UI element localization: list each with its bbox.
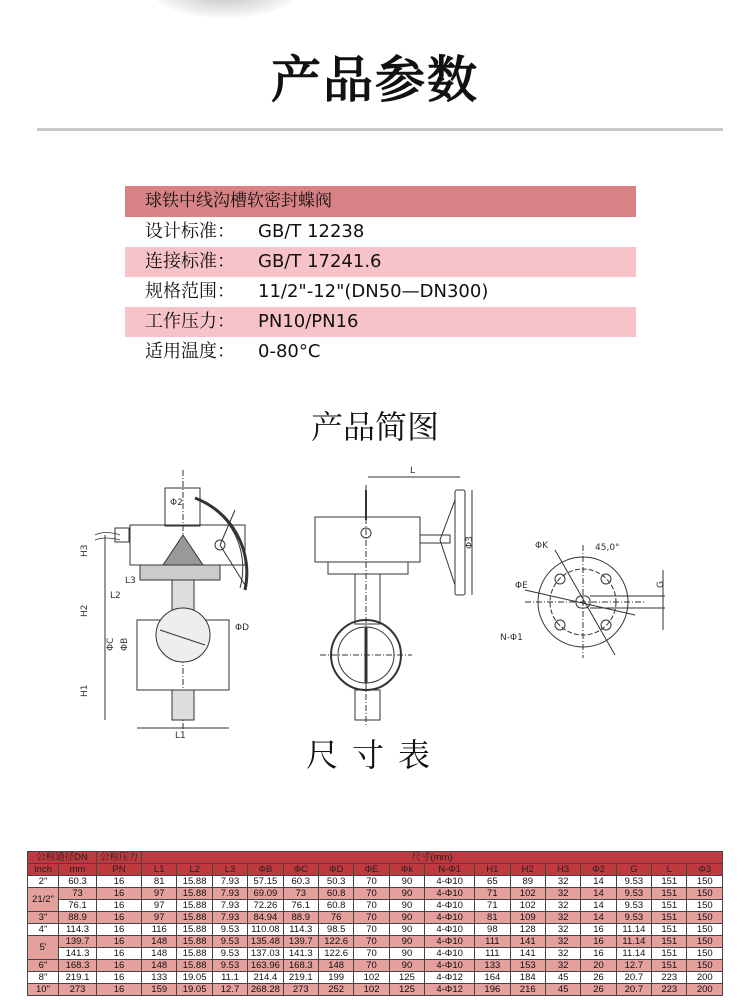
cell-value: 133 (142, 972, 177, 984)
cell-value: 4-Φ10 (425, 948, 475, 960)
col-header: H2 (510, 864, 545, 876)
cell-value: 141 (510, 936, 545, 948)
cell-value: 110.08 (248, 924, 283, 936)
header-pn-group: 公称压力 (97, 852, 142, 864)
cell-value: 4-Φ10 (425, 960, 475, 972)
cell-value: 150 (687, 912, 723, 924)
table-row (28, 888, 723, 900)
cell-pn: 16 (97, 960, 142, 972)
spec-value: 11/2"-12"(DN50—DN300) (258, 281, 489, 302)
label-l2: L2 (110, 591, 121, 601)
cell-value: 4-Φ12 (425, 972, 475, 984)
cell-value: 16 (581, 924, 616, 936)
cell-value: 4-Φ10 (425, 912, 475, 924)
cell-value: 151 (652, 924, 687, 936)
cell-value: 20 (581, 960, 616, 972)
cell-inch: 2" (28, 876, 59, 888)
cell-value: 81 (475, 912, 510, 924)
col-header: Φ3 (687, 864, 723, 876)
cell-value: 223 (652, 972, 687, 984)
col-header: ΦC (283, 864, 318, 876)
cell-mm: 141.3 (59, 948, 97, 960)
cell-value: 151 (652, 876, 687, 888)
cell-value: 125 (389, 984, 424, 996)
cell-value: 4-Φ10 (425, 888, 475, 900)
cell-value: 15.88 (177, 900, 212, 912)
cell-value: 11.14 (616, 936, 651, 948)
cell-pn: 16 (97, 924, 142, 936)
cell-value: 150 (687, 900, 723, 912)
col-header: Φk (389, 864, 424, 876)
cell-value: 150 (687, 876, 723, 888)
col-header: Φ2 (581, 864, 616, 876)
cell-value: 32 (545, 876, 580, 888)
col-header: ΦE (354, 864, 389, 876)
cell-value: 9.53 (212, 936, 247, 948)
cell-mm: 168.3 (59, 960, 97, 972)
cell-value: 184 (510, 972, 545, 984)
cell-value: 19.05 (177, 984, 212, 996)
cell-value: 69.09 (248, 888, 283, 900)
cell-value: 76.1 (283, 900, 318, 912)
table-row (28, 936, 723, 948)
cell-mm: 273 (59, 984, 97, 996)
label-phi3: Φ3 (465, 536, 475, 549)
cell-value: 150 (687, 960, 723, 972)
spec-row-design-standard (125, 217, 636, 247)
cell-value: 90 (389, 876, 424, 888)
table-body (28, 876, 723, 996)
cell-value: 151 (652, 936, 687, 948)
cell-value: 15.88 (177, 936, 212, 948)
cell-value: 200 (687, 984, 723, 996)
cell-value: 11.14 (616, 924, 651, 936)
cell-value: 45 (545, 972, 580, 984)
cell-inch: 6" (28, 960, 59, 972)
cell-value: 139.7 (283, 936, 318, 948)
section-view-drawing (75, 470, 285, 740)
cell-value: 88.9 (283, 912, 318, 924)
label-l: L (410, 466, 416, 476)
cell-value: 102 (354, 984, 389, 996)
label-h2: H2 (80, 604, 90, 617)
cell-value: 26 (581, 972, 616, 984)
cell-value: 102 (510, 900, 545, 912)
cell-value: 268.28 (248, 984, 283, 996)
cell-value: 150 (687, 948, 723, 960)
cell-value: 102 (510, 888, 545, 900)
cell-pn: 16 (97, 912, 142, 924)
cell-value: 7.93 (212, 876, 247, 888)
cell-value: 50.3 (318, 876, 353, 888)
cell-value: 90 (389, 936, 424, 948)
cell-inch: 5' (28, 936, 59, 960)
cell-value: 219.1 (283, 972, 318, 984)
cell-value: 12.7 (212, 984, 247, 996)
cell-value: 9.53 (616, 876, 651, 888)
cell-value: 133 (475, 960, 510, 972)
cell-value: 102 (354, 972, 389, 984)
cell-value: 252 (318, 984, 353, 996)
header-mm: mm (59, 864, 97, 876)
cell-value: 15.88 (177, 924, 212, 936)
cell-value: 32 (545, 948, 580, 960)
cell-value: 60.3 (283, 876, 318, 888)
cell-value: 7.93 (212, 912, 247, 924)
col-header: ΦB (248, 864, 283, 876)
cell-value: 12.7 (616, 960, 651, 972)
cell-value: 70 (354, 948, 389, 960)
cell-value: 141 (510, 948, 545, 960)
cell-pn: 16 (97, 984, 142, 996)
divider (37, 128, 723, 131)
cell-value: 111 (475, 948, 510, 960)
col-header: ΦD (318, 864, 353, 876)
col-header: L (652, 864, 687, 876)
spec-panel (125, 186, 636, 367)
cell-value: 32 (545, 924, 580, 936)
cell-value: 16 (581, 936, 616, 948)
cell-value: 19.05 (177, 972, 212, 984)
cell-value: 9.53 (212, 960, 247, 972)
col-header: H3 (545, 864, 580, 876)
product-name: 球铁中线沟槽软密封蝶阀 (125, 186, 636, 217)
cell-value: 214.4 (248, 972, 283, 984)
cell-value: 32 (545, 900, 580, 912)
label-g: G (656, 581, 666, 588)
cell-inch: 3" (28, 912, 59, 924)
cell-value: 98 (475, 924, 510, 936)
cell-value: 141.3 (283, 948, 318, 960)
label-n-phi1: N-Φ1 (500, 633, 523, 643)
label-h1: H1 (80, 684, 90, 697)
cell-value: 4-Φ10 (425, 876, 475, 888)
table-row (28, 984, 723, 996)
cell-mm: 73 (59, 888, 97, 900)
cell-value: 14 (581, 888, 616, 900)
cell-value: 216 (510, 984, 545, 996)
col-header: G (616, 864, 651, 876)
cell-value: 116 (142, 924, 177, 936)
cell-value: 32 (545, 888, 580, 900)
cell-mm: 76.1 (59, 900, 97, 912)
cell-value: 151 (652, 900, 687, 912)
cell-value: 200 (687, 972, 723, 984)
cell-value: 81 (142, 876, 177, 888)
cell-value: 151 (652, 960, 687, 972)
cell-pn: 16 (97, 948, 142, 960)
label-phik: ΦK (535, 541, 548, 551)
cell-value: 4-Φ10 (425, 936, 475, 948)
spec-row-connection-standard (125, 247, 636, 277)
flange-view-drawing (495, 530, 675, 660)
label-l1: L1 (175, 731, 186, 740)
cell-value: 70 (354, 900, 389, 912)
col-header: L3 (212, 864, 247, 876)
label-h3: H3 (80, 544, 90, 557)
cell-inch: 21/2" (28, 888, 59, 912)
header-dn: 公称通径DN (28, 852, 97, 864)
cell-value: 15.88 (177, 948, 212, 960)
cell-value: 97 (142, 912, 177, 924)
cell-inch: 4" (28, 924, 59, 936)
cell-value: 9.53 (616, 912, 651, 924)
cell-mm: 139.7 (59, 936, 97, 948)
table-row (28, 900, 723, 912)
cell-value: 60.8 (318, 888, 353, 900)
cell-pn: 16 (97, 900, 142, 912)
sketch-title: 产品简图 (310, 408, 439, 446)
cell-value: 148 (318, 960, 353, 972)
cell-value: 70 (354, 960, 389, 972)
cell-value: 32 (545, 912, 580, 924)
cell-pn: 16 (97, 876, 142, 888)
spec-label: 工作压力： (145, 311, 235, 332)
cell-value: 148 (142, 960, 177, 972)
cell-mm: 114.3 (59, 924, 97, 936)
cell-value: 97 (142, 888, 177, 900)
cell-value: 114.3 (283, 924, 318, 936)
col-header: L2 (177, 864, 212, 876)
label-phic: ΦC (106, 637, 116, 651)
cell-value: 32 (545, 960, 580, 972)
cell-value: 122.6 (318, 936, 353, 948)
cell-value: 273 (283, 984, 318, 996)
cell-value: 76 (318, 912, 353, 924)
cell-value: 71 (475, 888, 510, 900)
page-title: 产品参数 (271, 51, 479, 109)
cell-value: 90 (389, 960, 424, 972)
cell-value: 90 (389, 924, 424, 936)
cell-value: 9.53 (616, 900, 651, 912)
cell-value: 148 (142, 936, 177, 948)
col-header: H1 (475, 864, 510, 876)
table-row (28, 876, 723, 888)
label-phib: ΦB (120, 637, 130, 651)
cell-value: 4-Φ10 (425, 924, 475, 936)
spec-label: 规格范围： (145, 281, 235, 302)
table-row (28, 972, 723, 984)
cell-value: 90 (389, 888, 424, 900)
cell-value: 15.88 (177, 960, 212, 972)
cell-value: 45 (545, 984, 580, 996)
label-l3: L3 (125, 576, 136, 586)
cell-value: 20.7 (616, 984, 651, 996)
cell-value: 15.88 (177, 876, 212, 888)
cell-value: 71 (475, 900, 510, 912)
dimension-table (27, 851, 723, 996)
cell-pn: 16 (97, 972, 142, 984)
cell-value: 72.26 (248, 900, 283, 912)
cell-value: 111 (475, 936, 510, 948)
table-row (28, 948, 723, 960)
cell-value: 9.53 (616, 888, 651, 900)
cell-inch: 10" (28, 984, 59, 996)
cell-value: 73 (283, 888, 318, 900)
cell-value: 7.93 (212, 900, 247, 912)
cell-value: 4-Φ10 (425, 900, 475, 912)
cell-value: 20.7 (616, 972, 651, 984)
col-header: N-Φ1 (425, 864, 475, 876)
header-inch: Inch (28, 864, 59, 876)
label-phie: ΦE (515, 581, 528, 591)
table-row (28, 924, 723, 936)
cell-value: 7.93 (212, 888, 247, 900)
cell-value: 14 (581, 900, 616, 912)
cell-value: 128 (510, 924, 545, 936)
cell-value: 70 (354, 912, 389, 924)
cell-value: 65 (475, 876, 510, 888)
cell-mm: 60.3 (59, 876, 97, 888)
cell-value: 122.6 (318, 948, 353, 960)
label-angle: 45,0° (595, 543, 620, 553)
cell-value: 163.96 (248, 960, 283, 972)
spec-value: PN10/PN16 (258, 311, 359, 332)
cell-value: 125 (389, 972, 424, 984)
cell-value: 16 (581, 948, 616, 960)
cell-value: 14 (581, 876, 616, 888)
cell-value: 150 (687, 924, 723, 936)
spec-value: GB/T 17241.6 (258, 251, 382, 272)
cell-value: 148 (142, 948, 177, 960)
table-title: 尺寸表 (305, 736, 444, 774)
label-phid: ΦD (235, 623, 250, 633)
header-pn: PN (97, 864, 142, 876)
decorative-shadow (150, 0, 300, 18)
cell-value: 151 (652, 912, 687, 924)
cell-value: 196 (475, 984, 510, 996)
cell-value: 90 (389, 948, 424, 960)
cell-value: 151 (652, 888, 687, 900)
col-header: L1 (142, 864, 177, 876)
cell-value: 168.3 (283, 960, 318, 972)
cell-value: 32 (545, 936, 580, 948)
cell-value: 70 (354, 888, 389, 900)
cell-value: 223 (652, 984, 687, 996)
spec-value: GB/T 12238 (258, 221, 365, 242)
table-row (28, 960, 723, 972)
cell-value: 60.8 (318, 900, 353, 912)
spec-row-temperature (125, 337, 636, 367)
cell-value: 109 (510, 912, 545, 924)
cell-value: 151 (652, 948, 687, 960)
cell-value: 98.5 (318, 924, 353, 936)
spec-value: 0-80°C (258, 341, 321, 362)
cell-value: 15.88 (177, 888, 212, 900)
cell-value: 15.88 (177, 912, 212, 924)
cell-value: 70 (354, 936, 389, 948)
cell-value: 9.53 (212, 924, 247, 936)
cell-value: 70 (354, 876, 389, 888)
cell-mm: 88.9 (59, 912, 97, 924)
cell-pn: 16 (97, 888, 142, 900)
cell-value: 199 (318, 972, 353, 984)
cell-value: 4-Φ12 (425, 984, 475, 996)
cell-value: 9.53 (212, 948, 247, 960)
header-dims: 尺寸(mm) (142, 852, 723, 864)
cell-value: 150 (687, 936, 723, 948)
label-phi2: Φ2 (170, 498, 183, 508)
cell-value: 57.15 (248, 876, 283, 888)
cell-value: 14 (581, 912, 616, 924)
cell-value: 11.14 (616, 948, 651, 960)
table-row (28, 912, 723, 924)
cell-inch: 8" (28, 972, 59, 984)
cell-pn: 16 (97, 936, 142, 948)
front-view-drawing (300, 465, 480, 730)
spec-label: 适用温度： (145, 341, 235, 362)
cell-value: 90 (389, 912, 424, 924)
spec-label: 设计标准： (145, 221, 235, 242)
cell-value: 84.94 (248, 912, 283, 924)
spec-label: 连接标准： (145, 251, 235, 272)
cell-value: 26 (581, 984, 616, 996)
cell-value: 137.03 (248, 948, 283, 960)
cell-value: 150 (687, 888, 723, 900)
cell-value: 135.48 (248, 936, 283, 948)
cell-mm: 219.1 (59, 972, 97, 984)
cell-value: 159 (142, 984, 177, 996)
cell-value: 90 (389, 900, 424, 912)
cell-value: 164 (475, 972, 510, 984)
cell-value: 153 (510, 960, 545, 972)
spec-row-size-range (125, 277, 636, 307)
spec-row-working-pressure (125, 307, 636, 337)
cell-value: 70 (354, 924, 389, 936)
cell-value: 89 (510, 876, 545, 888)
cell-value: 11.1 (212, 972, 247, 984)
cell-value: 97 (142, 900, 177, 912)
